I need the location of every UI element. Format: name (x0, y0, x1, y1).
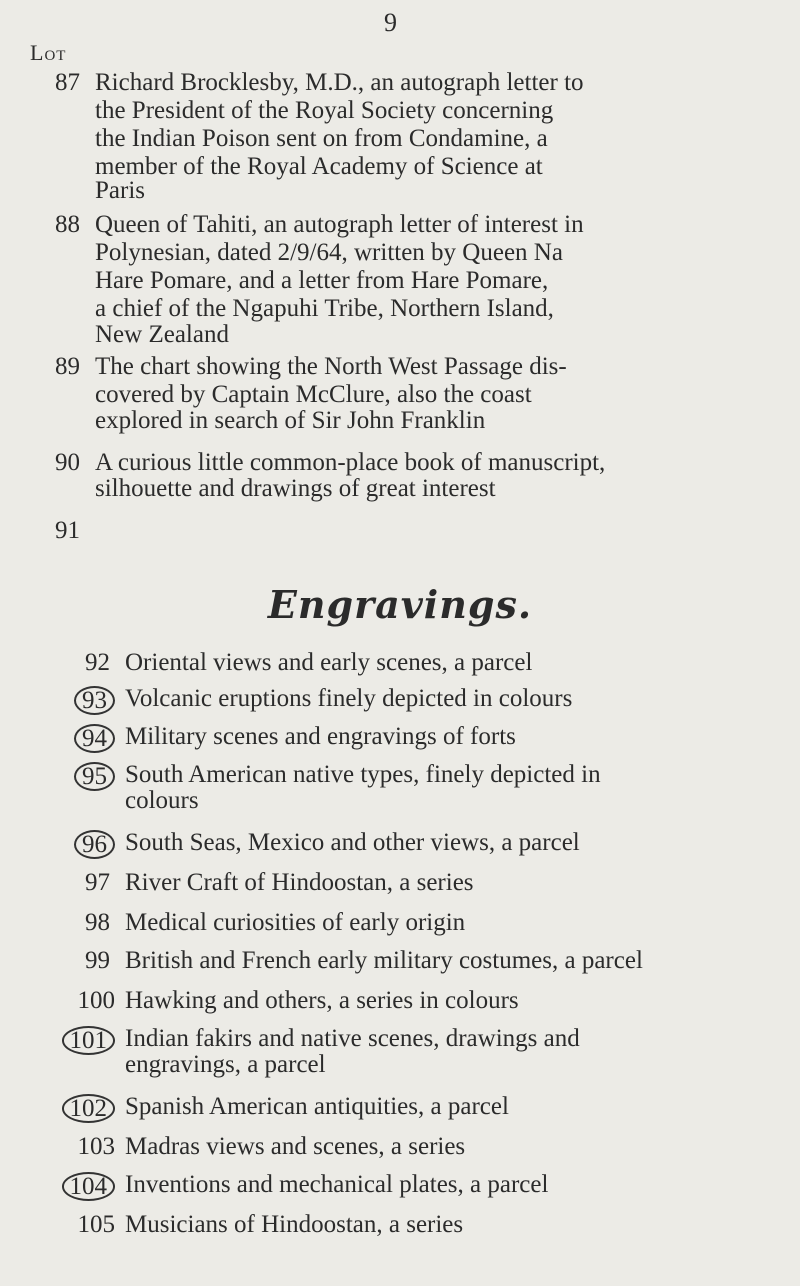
lot-text-line: Hawking and others, a series in colours (125, 987, 519, 1014)
lot-text-line: New Zealand (95, 321, 229, 348)
lot-number: 89 (55, 353, 80, 380)
lot-number (65, 762, 115, 791)
lot-text-line: Volcanic eruptions finely depicted in colours (125, 685, 573, 712)
lot-text-line: silhouette and drawings of great interest (95, 475, 496, 502)
lot-number: 99 (85, 947, 110, 974)
circled-lot-number: 93 (74, 686, 115, 715)
lot-number: 98 (85, 909, 110, 936)
lot-number (65, 1094, 115, 1123)
lot-number: 103 (77, 1133, 115, 1160)
lot-text-line: A curious little common-place book of manuscript, (95, 449, 606, 476)
lot-text-line: Paris (95, 177, 145, 204)
lot-number (65, 724, 115, 753)
lot-text-line: Madras views and scenes, a series (125, 1133, 466, 1160)
lot-text-line: Hare Pomare, and a letter from Hare Pomare, (95, 267, 549, 294)
lot-text-line: Queen of Tahiti, an autograph letter of interest in (95, 211, 584, 238)
lot-text-line: Polynesian, dated 2/9/64, written by Queen Na (95, 239, 563, 266)
lot-text-line: South American native types, finely depicted in (125, 761, 601, 788)
lot-number: 97 (85, 869, 110, 896)
lot-text-line: Spanish American antiquities, a parcel (125, 1093, 509, 1120)
lot-number (65, 1172, 115, 1201)
circled-lot-number: 102 (62, 1094, 116, 1123)
lot-text-line: Richard Brocklesby, M.D., an autograph letter to (95, 69, 584, 96)
lot-text-line: Oriental views and early scenes, a parcel (125, 649, 533, 676)
lot-number (65, 686, 115, 715)
circled-lot-number: 96 (74, 830, 115, 859)
circled-lot-number: 104 (62, 1172, 116, 1201)
lot-number: 88 (55, 211, 80, 238)
lot-text-line: the Indian Poison sent on from Condamine, a (95, 125, 548, 152)
lot-text-line: River Craft of Hindoostan, a series (125, 869, 474, 896)
lot-text-line: covered by Captain McClure, also the coast (95, 381, 532, 408)
lot-number: 90 (55, 449, 80, 476)
lot-column-label: Lot (30, 40, 67, 65)
lot-text-line: the President of the Royal Society concerning (95, 97, 554, 124)
lot-number: 91 (55, 517, 80, 544)
lot-text-line: colours (125, 787, 199, 814)
lot-number: 87 (55, 69, 80, 96)
lot-text-line: Indian fakirs and native scenes, drawings and (125, 1025, 580, 1052)
lot-number (65, 1026, 115, 1055)
lot-number: 105 (77, 1211, 115, 1238)
lot-text-line: Inventions and mechanical plates, a parcel (125, 1171, 549, 1198)
circled-lot-number: 101 (62, 1026, 116, 1055)
page-number: 9 (384, 8, 397, 37)
circled-lot-number: 95 (74, 762, 115, 791)
section-heading: Engravings. (267, 582, 533, 627)
lot-number (65, 830, 115, 859)
lot-text-line: explored in search of Sir John Franklin (95, 407, 486, 434)
lot-text-line: Military scenes and engravings of forts (125, 723, 516, 750)
lot-text-line: The chart showing the North West Passage dis- (95, 353, 567, 380)
lot-number: 100 (77, 987, 115, 1014)
lot-text-line: Medical curiosities of early origin (125, 909, 466, 936)
lot-text-line: engravings, a parcel (125, 1051, 326, 1078)
lot-text-line: Musicians of Hindoostan, a series (125, 1211, 464, 1238)
circled-lot-number: 94 (74, 724, 115, 753)
lot-number: 92 (85, 649, 110, 676)
lot-text-line: South Seas, Mexico and other views, a parcel (125, 829, 580, 856)
lot-text-line: British and French early military costumes, a parcel (125, 947, 643, 974)
lot-text-line: a chief of the Ngapuhi Tribe, Northern Island, (95, 295, 554, 322)
lot-text-line: member of the Royal Academy of Science at (95, 153, 543, 180)
